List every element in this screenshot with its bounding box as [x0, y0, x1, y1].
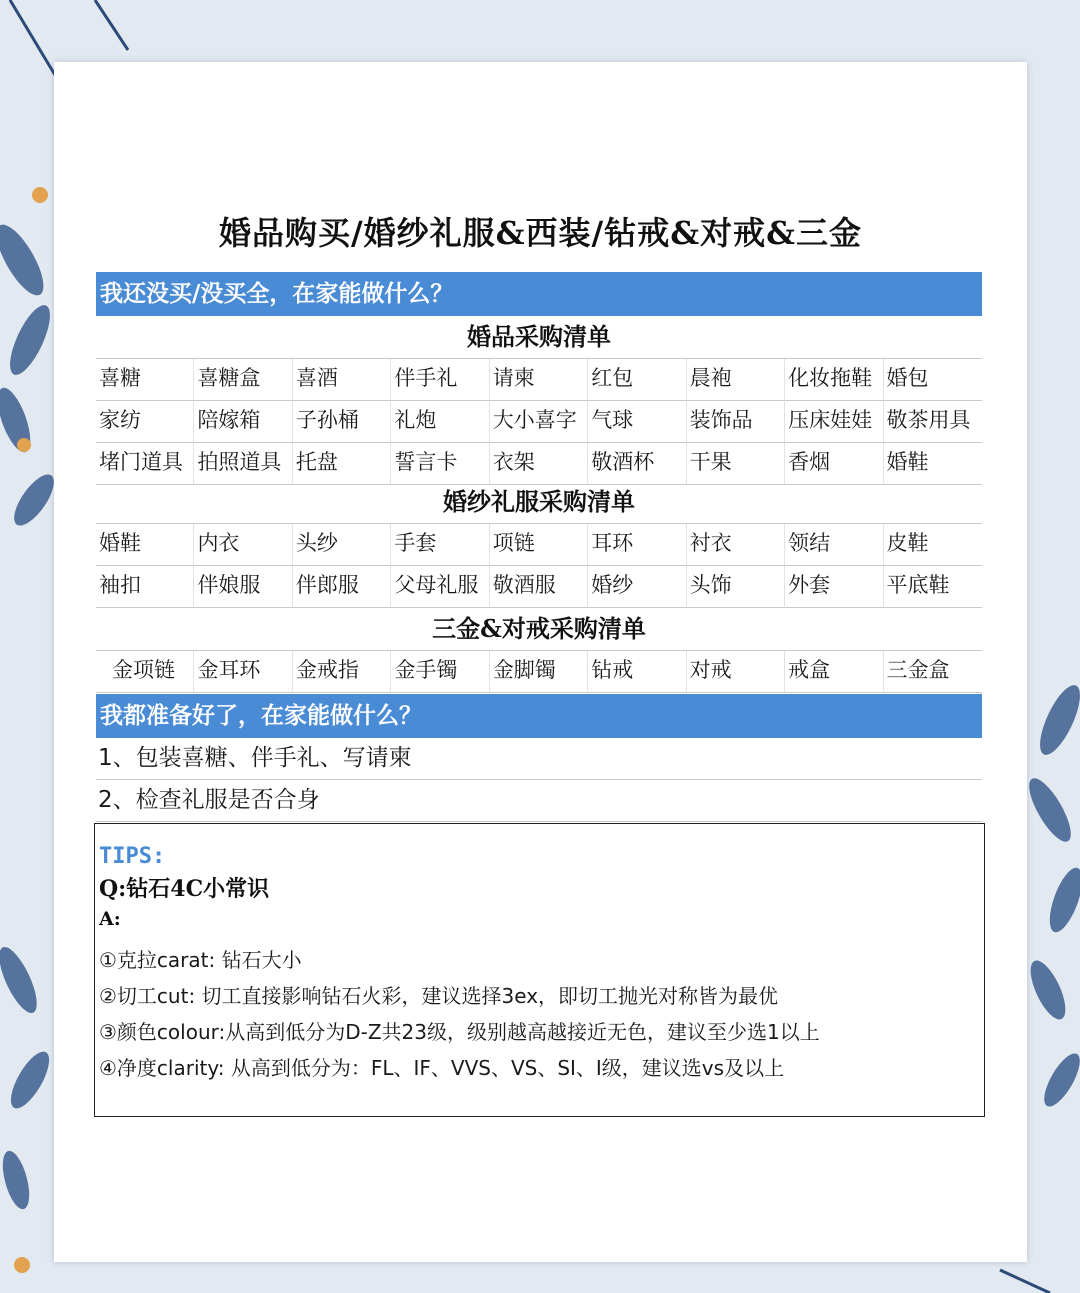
list-item: 伴娘服: [194, 566, 292, 608]
list-item: 子孙桶: [293, 401, 391, 443]
list-item: 父母礼服: [391, 566, 489, 608]
list-item: 请柬: [490, 359, 588, 401]
tips-answer-label: A:: [99, 908, 121, 930]
list-item: 陪嫁箱: [194, 401, 292, 443]
list-item: 领结: [785, 524, 883, 566]
document-sheet: [54, 62, 1027, 1262]
list-item: 敬酒服: [490, 566, 588, 608]
list-item: 金脚镯: [490, 651, 588, 693]
list-item: 头纱: [293, 524, 391, 566]
list-item: 头饰: [687, 566, 785, 608]
list-item: 内衣: [194, 524, 292, 566]
list-item: 装饰品: [687, 401, 785, 443]
wedding-goods-grid: [96, 358, 982, 485]
list-item: 大小喜字: [490, 401, 588, 443]
page-title: 婚品购买/婚纱礼服&西装/钻戒&对戒&三金: [218, 214, 863, 252]
list-item: 气球: [588, 401, 686, 443]
list-item: 戒盒: [785, 651, 883, 693]
list-item: 托盘: [293, 443, 391, 485]
list-item: 外套: [785, 566, 883, 608]
list-item: 项链: [490, 524, 588, 566]
leaf-cluster-left: [0, 218, 61, 1211]
list-item: 礼炮: [391, 401, 489, 443]
tip-line-clarity: ④净度clarity: 从高到低分为：FL、IF、VVS、VS、SI、I级，建议选vs及以上: [99, 1056, 785, 1080]
list-item: 堵门道具: [96, 443, 194, 485]
tips-label: TIPS:: [99, 844, 166, 869]
list-item: 敬茶用具: [884, 401, 982, 443]
list-item: 皮鞋: [884, 524, 982, 566]
list-item: 衣架: [490, 443, 588, 485]
todo-item-2: 2、检查礼服是否合身: [96, 780, 982, 822]
dress-list-title: 婚纱礼服采购清单: [443, 487, 635, 516]
list-item: 袖扣: [96, 566, 194, 608]
wedding-goods-list-title: 婚品采购清单: [467, 322, 611, 351]
list-item: 誓言卡: [391, 443, 489, 485]
list-item: 金项链: [96, 651, 194, 693]
list-item: 钻戒: [588, 651, 686, 693]
list-item: 喜糖盒: [194, 359, 292, 401]
list-item: 平底鞋: [884, 566, 982, 608]
list-item: 衬衣: [687, 524, 785, 566]
list-item: 伴手礼: [391, 359, 489, 401]
leaf-cluster-right: [1022, 680, 1080, 1111]
list-item: 喜糖: [96, 359, 194, 401]
list-item: 喜酒: [293, 359, 391, 401]
list-item: 对戒: [687, 651, 785, 693]
list-item: 金戒指: [293, 651, 391, 693]
list-item: 婚纱: [588, 566, 686, 608]
list-item: 婚鞋: [884, 443, 982, 485]
list-item: 家纺: [96, 401, 194, 443]
list-item: 敬酒杯: [588, 443, 686, 485]
list-item: 伴郎服: [293, 566, 391, 608]
list-item: 金耳环: [194, 651, 292, 693]
tips-question: Q:钻石4C小常识: [99, 876, 270, 902]
gold-grid: [96, 650, 982, 693]
list-item: 拍照道具: [194, 443, 292, 485]
list-item: 三金盒: [884, 651, 982, 693]
list-item: 金手镯: [391, 651, 489, 693]
tip-line-cut: ②切工cut: 切工直接影响钻石火彩，建议选择3ex，即切工抛光对称皆为最优: [99, 984, 779, 1008]
gold-list-title: 三金&对戒采购清单: [432, 614, 646, 643]
list-item: 婚包: [884, 359, 982, 401]
section-header-not-ready: 我还没买/没买全，在家能做什么？: [96, 272, 982, 316]
list-item: 干果: [687, 443, 785, 485]
list-item: 手套: [391, 524, 489, 566]
tip-line-carat: ①克拉carat: 钻石大小: [99, 948, 302, 972]
list-item: 压床娃娃: [785, 401, 883, 443]
list-item: 红包: [588, 359, 686, 401]
tips-box: [94, 823, 985, 1117]
list-item: 婚鞋: [96, 524, 194, 566]
list-item: 香烟: [785, 443, 883, 485]
tip-line-colour: ③颜色colour:从高到低分为D-Z共23级，级别越高越接近无色，建议至少选1以上: [99, 1020, 820, 1044]
list-item: 耳环: [588, 524, 686, 566]
todo-item-1: 1、包装喜糖、伴手礼、写请柬: [96, 738, 982, 780]
list-item: 晨袍: [687, 359, 785, 401]
list-item: 化妆拖鞋: [785, 359, 883, 401]
section-header-ready: 我都准备好了，在家能做什么？: [96, 694, 982, 738]
dress-grid: [96, 523, 982, 608]
